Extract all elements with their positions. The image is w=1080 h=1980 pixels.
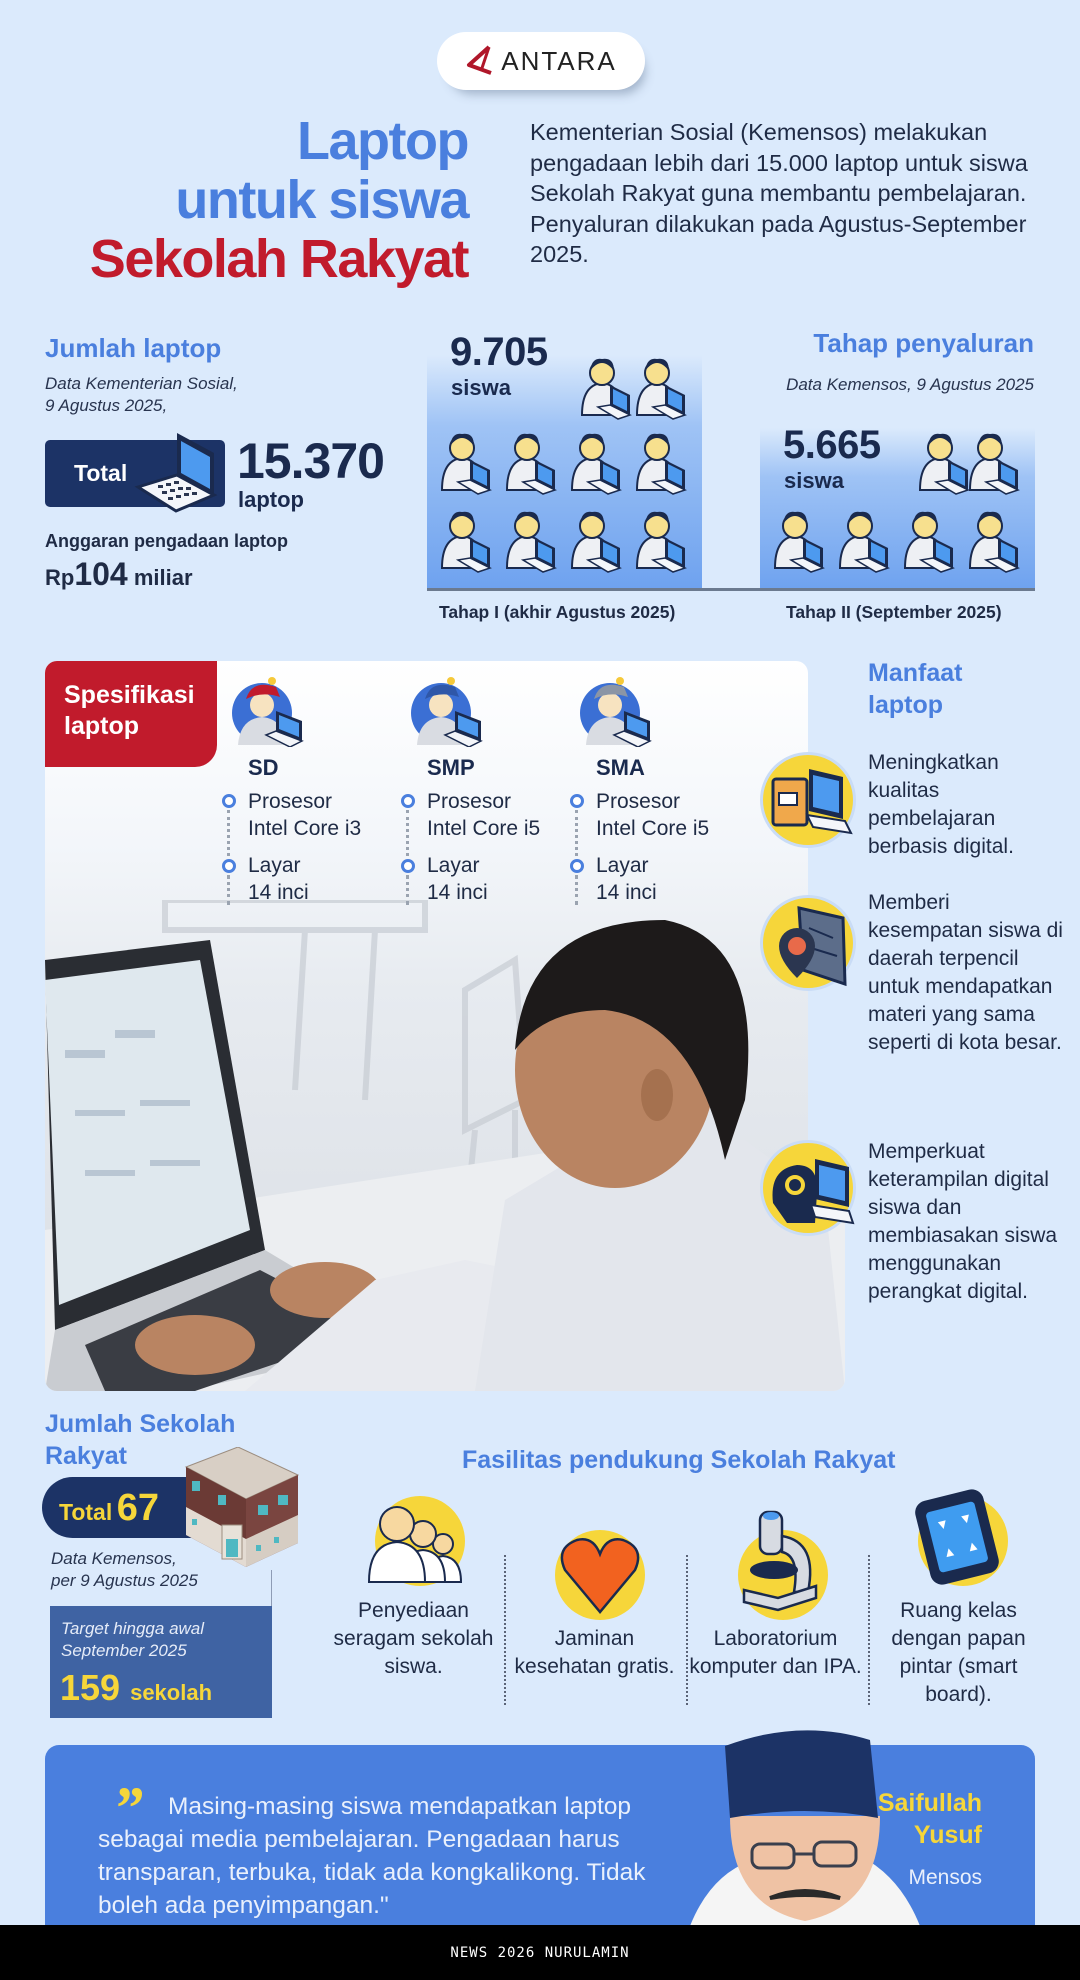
screen-value: 14 inci [427,881,488,904]
microscope-icon [738,1530,828,1620]
total-label: Total [74,460,128,486]
quote-author-role: Mensos [908,1866,982,1889]
book-laptop-icon [760,752,856,848]
processor-label: Prosesor [427,790,512,813]
screen-label: Layar [596,854,649,877]
budget-label: Anggaran pengadaan laptop [45,531,289,551]
student-laptop-icon [635,508,691,574]
total-laptop-unit: laptop [238,487,304,512]
student-laptop-icon [968,508,1024,574]
smart-board-icon [918,1496,1008,1586]
chart-baseline [427,588,1035,591]
total-laptop-value: 15.370 [237,433,384,489]
antara-logo [437,32,645,90]
level-name: SMA [596,755,645,780]
processor-value: Intel Core i3 [248,817,362,840]
bullet-dot [401,859,415,873]
footer-text: NEWS 2026 NURULAMIN [450,1944,630,1961]
fasilitas-heading: Fasilitas pendukung Sekolah Rakyat [462,1446,896,1474]
map-pin-icon [760,895,856,991]
level-name: SMP [427,755,475,780]
student-laptop-icon [635,430,691,496]
bullet-line [227,810,230,856]
manfaat-item-2: Memberi kesempatan siswa di daerah terpencil untuk mendapatkan materi yang sama seperti di kota besar. [868,891,1063,1054]
student-laptop-icon [838,508,894,574]
quote-text: Masing-masing siswa mendapatkan laptop sebagai media pembelajaran. Pengadaan harus transparan, terbuka, tidak ada kongkalikong. Tidak boleh ada penyimpangan." [98,1793,646,1919]
processor-label: Prosesor [248,790,333,813]
logo-text: ANTARA [501,45,617,76]
footer-bar [0,1925,1080,1980]
tahap-heading: Tahap penyaluran [813,328,1034,358]
processor-value: Intel Core i5 [427,817,541,840]
bullet-dot [570,794,584,808]
sekolah-total: Total 67 [59,1487,159,1529]
level-name: SD [248,755,279,780]
target-value: 159 sekolah [60,1667,213,1708]
student-avatar-icon [232,675,312,747]
budget-value: Rp104 miliar [45,556,193,592]
screen-label: Layar [427,854,480,877]
bullet-line [406,875,409,905]
tahap-2-unit: siswa [784,468,844,493]
student-laptop-icon [440,508,496,574]
fasilitas-item-4: Ruang kelas dengan papan pintar (smart board). [891,1599,1026,1706]
student-laptop-photo [45,900,845,1391]
title-line-1: Laptop [297,111,468,171]
separator [504,1555,506,1705]
connector-line [271,1570,272,1608]
student-laptop-icon [773,508,829,574]
intro-paragraph: Kementerian Sosial (Kemensos) melakukan pengadaan lebih dari 15.000 laptop untuk siswa Sekolah Rakyat guna membantu pembelajaran. Penyaluran dilakukan pada Agustus-September 2025. [530,119,1028,267]
title-line-3: Sekolah Rakyat [89,229,468,289]
tahap-1-label: Tahap I (akhir Agustus 2025) [439,602,676,622]
title-line-2: untuk siswa [175,170,468,230]
bullet-line [575,810,578,856]
jumlah-laptop-heading: Jumlah laptop [45,333,222,363]
tahap-2-value: 5.665 [783,423,881,467]
separator [868,1555,870,1705]
student-laptop-icon [570,430,626,496]
processor-value: Intel Core i5 [596,817,710,840]
jumlah-laptop-source: Data Kementerian Sosial, 9 Agustus 2025, [45,374,238,415]
bullet-dot [222,794,236,808]
processor-label: Prosesor [596,790,681,813]
brain-gear-laptop-icon [760,1140,856,1236]
fasilitas-item-1: Penyediaan seragam sekolah siswa. [333,1599,494,1678]
manfaat-item-3: Memperkuat keterampilan digital siswa dan membiasakan siswa menggunakan perangkat digital. [868,1140,1058,1303]
student-avatar-icon [411,675,491,747]
jumlah-sekolah-heading: Jumlah Sekolah Rakyat [45,1410,236,1470]
bullet-line [227,875,230,905]
bullet-line [575,875,578,905]
heart-icon [555,1530,645,1620]
page-title [90,112,468,289]
student-laptop-icon [580,355,636,421]
screen-value: 14 inci [248,881,309,904]
quote-author-name: Saifullah Yusuf [877,1789,982,1849]
people-uniform-icon [375,1496,465,1586]
tahap-2-label: Tahap II (September 2025) [786,602,1002,622]
student-laptop-icon [505,508,561,574]
sekolah-source: Data Kemensos, per 9 Agustus 2025 [51,1549,198,1590]
student-avatar-icon [580,675,660,747]
student-laptop-icon [635,355,691,421]
bullet-dot [401,794,415,808]
student-laptop-icon [918,430,974,496]
fasilitas-item-3: Laboratorium komputer dan IPA. [689,1627,862,1678]
antara-chevron-icon [465,45,495,77]
student-laptop-icon [968,430,1024,496]
screen-value: 14 inci [596,881,657,904]
student-laptop-icon [903,508,959,574]
student-laptop-icon [440,430,496,496]
manfaat-heading: Manfaat laptop [868,659,963,719]
manfaat-item-1: Meningkatkan kualitas pembelajaran berbasis digital. [868,751,1014,858]
bullet-line [406,810,409,856]
target-label: Target hingga awal September 2025 [61,1619,205,1660]
tahap-1-value: 9.705 [450,330,548,374]
tahap-source: Data Kemensos, 9 Agustus 2025 [786,375,1034,394]
student-laptop-icon [570,508,626,574]
bullet-dot [570,859,584,873]
spec-tag-text: Spesifikasi laptop [64,681,195,740]
laptop-icon [132,425,222,515]
bullet-dot [222,859,236,873]
student-laptop-icon [505,430,561,496]
screen-label: Layar [248,854,301,877]
tahap-1-unit: siswa [451,375,511,400]
quote-mark-icon: ” [113,1775,143,1841]
fasilitas-item-2: Jaminan kesehatan gratis. [514,1627,675,1678]
